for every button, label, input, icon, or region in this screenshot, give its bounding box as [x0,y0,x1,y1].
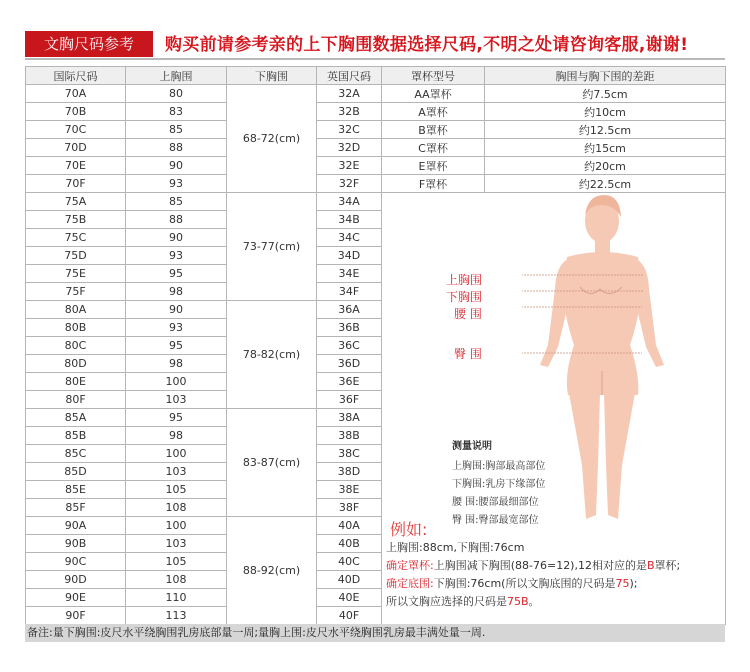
cup-difference-cell: 约20cm [485,157,726,175]
cup-type-cell: B罩杯 [382,121,485,139]
upper-bust-cell: 105 [126,553,227,571]
table-header-row [26,67,726,85]
table-row [26,103,726,121]
intl-size-cell: 85F [26,499,126,517]
example-title: 例如: [390,520,428,539]
intl-size-cell: 85B [26,427,126,445]
intl-size-cell: 70B [26,103,126,121]
example-line-1: 上胸围:88cm,下胸围:76cm [386,541,525,554]
cup-type-cell: E罩杯 [382,157,485,175]
purchase-notice: 购买前请参考亲的上下胸围数据选择尺码,不明之处请咨询客服,谢谢! [165,35,689,55]
cup-type-cell: AA罩杯 [382,85,485,103]
upper-bust-cell: 113 [126,607,227,625]
upper-bust-cell: 95 [126,265,227,283]
measure-instructions-title: 测量说明 [452,441,492,452]
uk-size-cell: 32F [317,175,382,193]
measure-row: 臀 围:臀部最宽部位 [452,515,539,526]
upper-bust-cell: 90 [126,229,227,247]
uk-size-cell: 32D [317,139,382,157]
upper-bust-cell: 80 [126,85,227,103]
table-row [26,157,726,175]
label-hip: 臀 围 [454,347,482,361]
uk-size-cell: 34D [317,247,382,265]
uk-size-cell: 36D [317,355,382,373]
example-result-tail: 。 [528,595,540,608]
table-row [26,85,726,103]
uk-size-cell: 34B [317,211,382,229]
example-line-4 [386,593,540,609]
uk-size-cell: 40A [317,517,382,535]
column-header: 上胸围 [126,67,227,85]
column-header: 下胸围 [227,67,317,85]
upper-bust-cell: 95 [126,409,227,427]
uk-size-cell: 36B [317,319,382,337]
intl-size-cell: 75E [26,265,126,283]
intl-size-cell: 80E [26,373,126,391]
measure-row: 上胸围:胸部最高部位 [452,461,546,472]
table-row [26,139,726,157]
intl-size-cell: 70C [26,121,126,139]
intl-size-cell: 70A [26,85,126,103]
example-band-text: 下胸围:76cm(所以文胸底围的尺码是 [433,577,616,590]
example-band-label: 确定底围: [386,577,434,590]
uk-size-cell: 38A [317,409,382,427]
upper-bust-cell: 103 [126,391,227,409]
cup-type-cell: F罩杯 [382,175,485,193]
intl-size-cell: 80B [26,319,126,337]
uk-size-cell: 40E [317,589,382,607]
cup-difference-cell: 约12.5cm [485,121,726,139]
uk-size-cell: 34C [317,229,382,247]
upper-bust-cell: 103 [126,535,227,553]
footer-note: 备注:量下胸围:皮尺水平绕胸围乳房底部量一周;量胸上围:皮尺水平绕胸围乳房最丰满处量一周. [25,624,725,642]
under-bust-cell: 73-77(cm) [227,193,317,301]
uk-size-cell: 40F [317,607,382,625]
table-row [26,193,726,211]
example-cup-value: B [646,559,655,572]
under-bust-cell: 68-72(cm) [227,85,317,193]
intl-size-cell: 75B [26,211,126,229]
intl-size-cell: 70E [26,157,126,175]
uk-size-cell: 36F [317,391,382,409]
cup-type-cell: A罩杯 [382,103,485,121]
upper-bust-cell: 98 [126,283,227,301]
example-band-value: 75 [615,577,630,590]
size-chart-table [25,66,726,625]
intl-size-cell: 75D [26,247,126,265]
upper-bust-cell: 93 [126,319,227,337]
under-bust-cell: 83-87(cm) [227,409,317,517]
under-bust-cell: 88-92(cm) [227,517,317,625]
intl-size-cell: 90C [26,553,126,571]
uk-size-cell: 38D [317,463,382,481]
page-header [0,0,750,66]
uk-size-cell: 34E [317,265,382,283]
uk-size-cell: 34A [317,193,382,211]
column-header: 英国尺码 [317,67,382,85]
uk-size-cell: 34F [317,283,382,301]
uk-size-cell: 38B [317,427,382,445]
upper-bust-cell: 100 [126,373,227,391]
cup-difference-cell: 约22.5cm [485,175,726,193]
intl-size-cell: 90A [26,517,126,535]
table-row [26,175,726,193]
uk-size-cell: 32E [317,157,382,175]
uk-size-cell: 38E [317,481,382,499]
upper-bust-cell: 108 [126,499,227,517]
uk-size-cell: 36E [317,373,382,391]
upper-bust-cell: 100 [126,445,227,463]
guide-cell [382,193,726,625]
measure-row: 下胸围:乳房下缘部位 [452,479,546,490]
intl-size-cell: 90F [26,607,126,625]
uk-size-cell: 32B [317,103,382,121]
cup-type-cell: C罩杯 [382,139,485,157]
upper-bust-cell: 90 [126,301,227,319]
intl-size-cell: 80D [26,355,126,373]
intl-size-cell: 80A [26,301,126,319]
table-row [26,121,726,139]
cup-difference-cell: 约10cm [485,103,726,121]
upper-bust-cell: 105 [126,481,227,499]
example-line-2 [386,557,680,573]
intl-size-cell: 75A [26,193,126,211]
uk-size-cell: 40D [317,571,382,589]
label-waist: 腰 围 [454,307,482,321]
under-bust-cell: 78-82(cm) [227,301,317,409]
example-line-3 [386,575,637,591]
intl-size-cell: 80F [26,391,126,409]
intl-size-cell: 90D [26,571,126,589]
header-divider [25,58,725,60]
label-upper-bust: 上胸围 [446,273,483,287]
intl-size-cell: 90B [26,535,126,553]
uk-size-cell: 36A [317,301,382,319]
uk-size-cell: 40B [317,535,382,553]
uk-size-cell: 38C [317,445,382,463]
upper-bust-cell: 108 [126,571,227,589]
upper-bust-cell: 85 [126,121,227,139]
uk-size-cell: 40C [317,553,382,571]
cup-difference-cell: 约7.5cm [485,85,726,103]
page-title: 文胸尺码参考 [25,31,153,57]
intl-size-cell: 85E [26,481,126,499]
upper-bust-cell: 95 [126,337,227,355]
intl-size-cell: 85D [26,463,126,481]
uk-size-cell: 36C [317,337,382,355]
example-cup-label: 确定罩杯: [386,559,434,572]
uk-size-cell: 32C [317,121,382,139]
upper-bust-cell: 103 [126,463,227,481]
body-figure-illustration [522,195,722,525]
intl-size-cell: 90E [26,589,126,607]
measure-row: 腰 围:腰部最细部位 [452,497,539,508]
intl-size-cell: 75C [26,229,126,247]
upper-bust-cell: 93 [126,247,227,265]
uk-size-cell: 32A [317,85,382,103]
intl-size-cell: 80C [26,337,126,355]
upper-bust-cell: 98 [126,427,227,445]
upper-bust-cell: 85 [126,193,227,211]
intl-size-cell: 85A [26,409,126,427]
upper-bust-cell: 90 [126,157,227,175]
label-lower-bust: 下胸围 [446,290,483,304]
example-result-value: 75B [507,595,529,608]
upper-bust-cell: 110 [126,589,227,607]
upper-bust-cell: 100 [126,517,227,535]
table-body [26,85,726,625]
intl-size-cell: 85C [26,445,126,463]
intl-size-cell: 70D [26,139,126,157]
intl-size-cell: 75F [26,283,126,301]
example-band-tail: ); [629,577,638,590]
upper-bust-cell: 98 [126,355,227,373]
upper-bust-cell: 83 [126,103,227,121]
example-cup-tail: 罩杯; [654,559,681,572]
column-header: 罩杯型号 [382,67,485,85]
column-header: 国际尺码 [26,67,126,85]
cup-difference-cell: 约15cm [485,139,726,157]
upper-bust-cell: 88 [126,139,227,157]
upper-bust-cell: 88 [126,211,227,229]
column-header: 胸围与胸下围的差距 [485,67,726,85]
example-result-text: 所以文胸应选择的尺码是 [386,595,507,608]
measurement-guide-panel [382,193,725,624]
upper-bust-cell: 93 [126,175,227,193]
intl-size-cell: 70F [26,175,126,193]
example-cup-text: 上胸围减下胸围(88-76=12),12相对应的是 [433,559,647,572]
uk-size-cell: 38F [317,499,382,517]
